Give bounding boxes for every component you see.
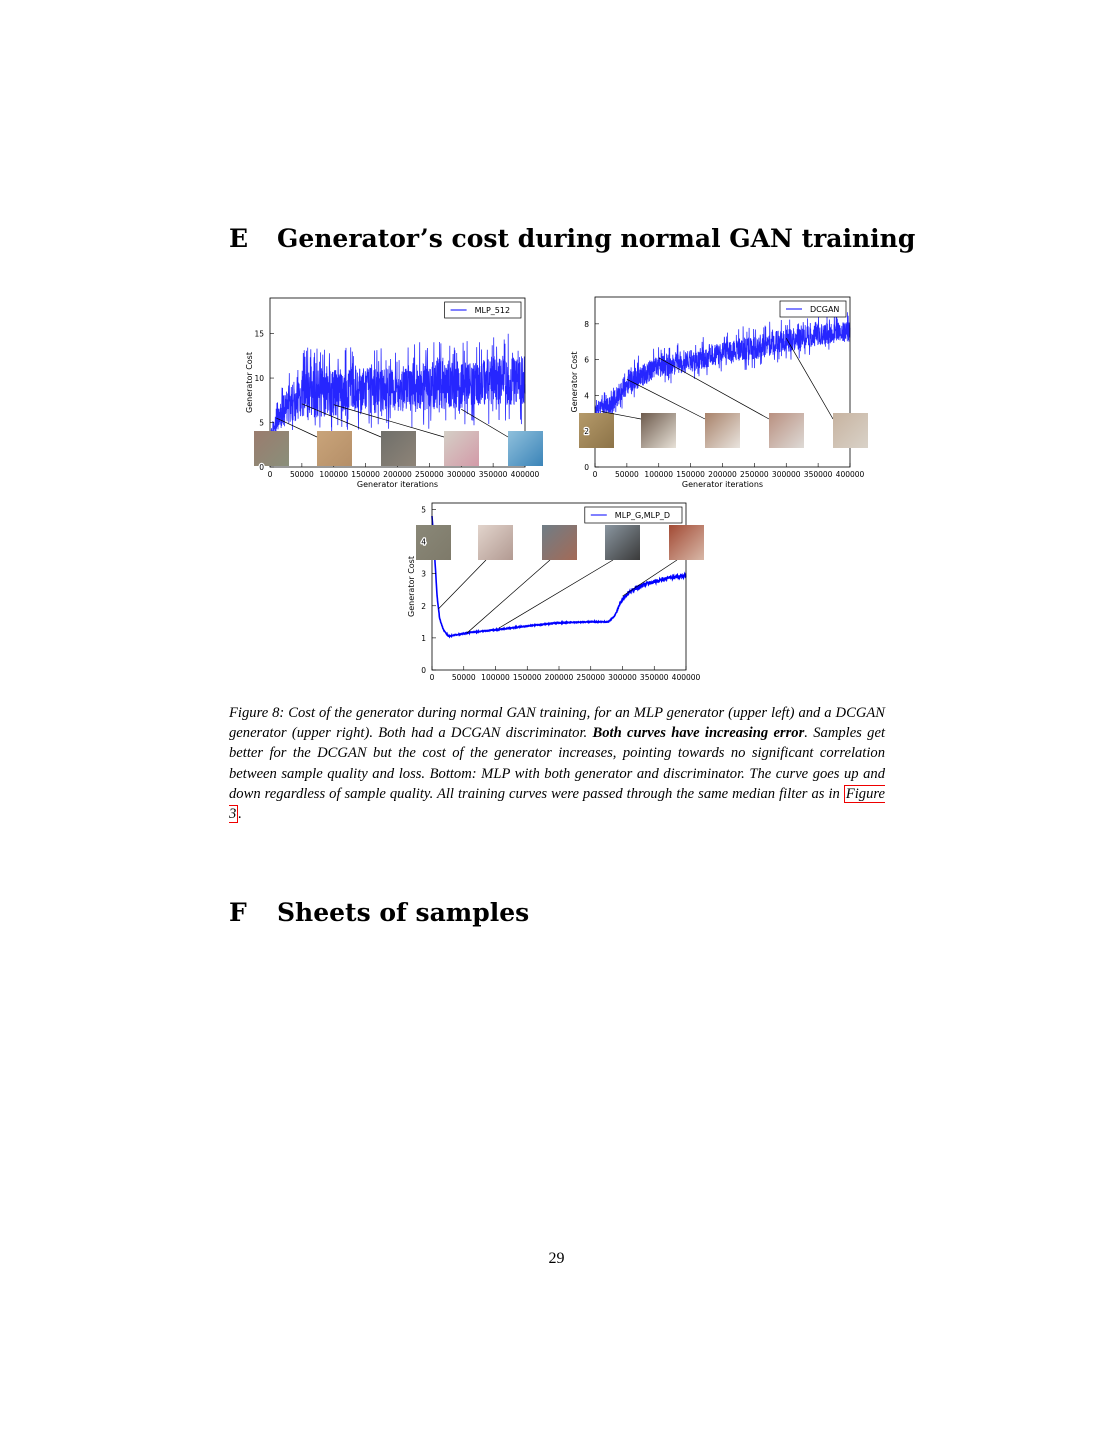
chart-mlp512 bbox=[245, 298, 543, 489]
figure-caption: Figure 8: Cost of the generator during normal GAN training, for an MLP generator (upper left) and a DCGAN generator (upper right). Both had a DCGAN discriminator. Both curves have increasing error. Samples get better for the DCGAN but the cost of the generator increases, pointing towards no significant correlation between sample quality and loss. Bottom: MLP with both generator and discriminator. The curve goes up and down regardless of sample quality. All training curves were passed through the same median filter as in Figure 3 . bbox=[229, 705, 886, 823]
y-tick-label: 0 bbox=[584, 463, 589, 472]
x-tick-label: 0 bbox=[267, 470, 273, 479]
x-tick-label: 250000 bbox=[415, 470, 444, 479]
x-tick-label: 350000 bbox=[803, 470, 833, 479]
y-tick-label: 4 bbox=[584, 391, 589, 401]
x-tick-label: 0 bbox=[592, 470, 598, 479]
y-axis-label: Generator Cost bbox=[570, 351, 579, 413]
y-tick-label: 0 bbox=[259, 463, 264, 472]
legend-label: MLP_512 bbox=[474, 306, 511, 315]
page-number: 29 bbox=[548, 1250, 565, 1267]
x-tick-label: 250000 bbox=[576, 673, 606, 682]
y-tick-label: 3 bbox=[421, 569, 426, 579]
sample-thumbnail bbox=[833, 413, 868, 448]
x-tick-label: 100000 bbox=[319, 470, 349, 479]
y-tick-label: 5 bbox=[259, 418, 264, 428]
sample-thumbnail bbox=[705, 413, 740, 448]
x-tick-label: 50000 bbox=[451, 673, 476, 682]
x-tick-label: 0 bbox=[429, 673, 435, 682]
y-tick-label: 15 bbox=[254, 329, 264, 339]
sample-thumbnail bbox=[381, 431, 416, 466]
annotation-arrow bbox=[499, 560, 613, 628]
x-tick-label: 200000 bbox=[544, 673, 574, 682]
x-tick-label: 400000 bbox=[835, 470, 865, 479]
x-tick-label: 350000 bbox=[639, 673, 669, 682]
section-f-heading: F Sheets of samples bbox=[229, 898, 530, 927]
legend-label: DCGAN bbox=[810, 305, 840, 314]
sample-thumbnail bbox=[317, 431, 352, 466]
x-tick-label: 350000 bbox=[478, 470, 508, 479]
x-tick-label: 50000 bbox=[289, 470, 314, 479]
sample-thumbnail bbox=[605, 525, 640, 560]
chart-mlpg_mlpd bbox=[407, 503, 704, 682]
y-tick-label: 2 bbox=[584, 427, 589, 437]
sample-thumbnail bbox=[254, 431, 289, 466]
sample-thumbnail bbox=[641, 413, 676, 448]
figure-3-link[interactable]: Figure 3 bbox=[229, 785, 885, 823]
x-tick-label: 50000 bbox=[614, 470, 639, 479]
x-tick-label: 150000 bbox=[512, 673, 542, 682]
x-axis-label: Generator iterations bbox=[356, 480, 439, 489]
x-tick-label: 400000 bbox=[510, 470, 540, 479]
y-axis-label: Generator Cost bbox=[407, 556, 416, 617]
sample-thumbnail bbox=[508, 431, 543, 466]
x-tick-label: 200000 bbox=[383, 470, 412, 479]
y-tick-label: 4 bbox=[421, 537, 426, 547]
x-tick-label: 150000 bbox=[676, 470, 705, 479]
chart-dcgan bbox=[570, 297, 868, 489]
x-tick-label: 100000 bbox=[481, 673, 510, 682]
sample-thumbnail bbox=[669, 525, 704, 560]
x-tick-label: 300000 bbox=[446, 470, 476, 479]
y-axis-label: Generator Cost bbox=[245, 352, 254, 413]
x-tick-label: 400000 bbox=[671, 673, 701, 682]
legend-label: MLP_G,MLP_D bbox=[614, 511, 671, 520]
x-tick-label: 200000 bbox=[708, 470, 737, 479]
x-axis-label: Generator iterations bbox=[681, 480, 764, 489]
sample-thumbnail bbox=[769, 413, 804, 448]
y-tick-label: 6 bbox=[584, 355, 589, 365]
y-tick-label: 1 bbox=[421, 633, 426, 643]
x-tick-label: 250000 bbox=[740, 470, 769, 479]
section-e-heading: E Generator’s cost during normal GAN training bbox=[229, 224, 916, 253]
y-tick-label: 0 bbox=[421, 666, 426, 675]
y-tick-label: 5 bbox=[421, 505, 426, 515]
sample-thumbnail bbox=[478, 525, 513, 560]
figure-8 bbox=[0, 0, 1113, 700]
sample-thumbnail bbox=[444, 431, 479, 466]
x-tick-label: 300000 bbox=[608, 673, 637, 682]
y-tick-label: 2 bbox=[421, 601, 426, 611]
y-tick-label: 10 bbox=[254, 374, 264, 384]
x-tick-label: 100000 bbox=[644, 470, 674, 479]
annotation-arrow bbox=[438, 560, 486, 609]
sample-thumbnail bbox=[542, 525, 577, 560]
y-tick-label: 8 bbox=[584, 319, 589, 329]
series-line bbox=[595, 312, 850, 421]
x-tick-label: 150000 bbox=[351, 470, 380, 479]
x-tick-label: 300000 bbox=[771, 470, 801, 479]
